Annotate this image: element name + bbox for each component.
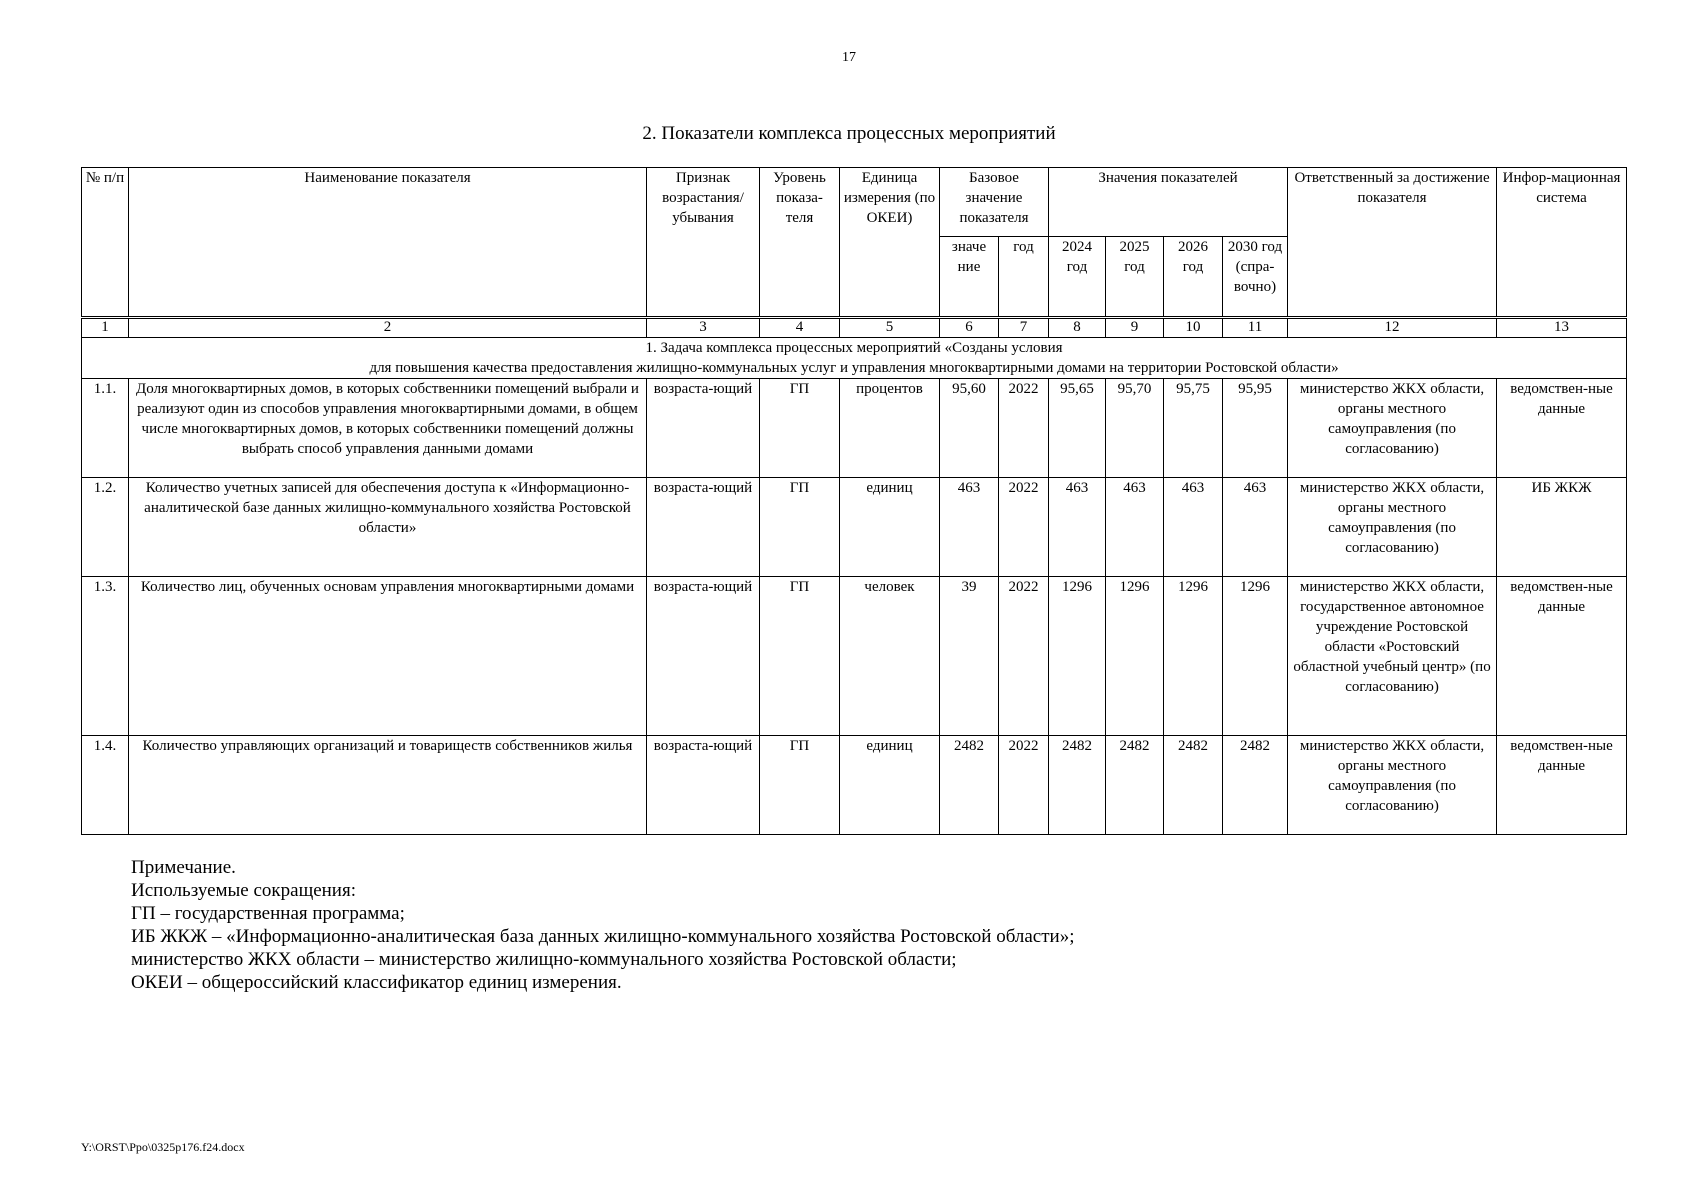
row-trend: возраста-ющий [647,736,760,835]
row-value-2025: 1296 [1106,577,1164,736]
row-value-2024: 2482 [1049,736,1106,835]
header-level: Уровень показа-теля [760,168,840,318]
row-level: ГП [760,736,840,835]
table-row [82,736,1627,835]
row-unit: процентов [840,379,940,478]
row-value-2024: 463 [1049,478,1106,577]
header-2024: 2024 год [1049,237,1106,318]
row-level: ГП [760,379,840,478]
row-unit: единиц [840,478,940,577]
header-2026: 2026 год [1164,237,1223,318]
table-row [82,478,1627,577]
row-value-2025: 95,70 [1106,379,1164,478]
row-base-year: 2022 [999,577,1049,736]
column-number: 12 [1288,318,1497,338]
row-no: 1.1. [82,379,129,478]
row-no: 1.3. [82,577,129,736]
row-value-2026: 95,75 [1164,379,1223,478]
section-title: 2. Показатели комплекса процессных мероприятий [642,123,1056,144]
row-value-2024: 1296 [1049,577,1106,736]
task-row [82,338,1627,379]
table-row [82,379,1627,478]
row-value-2024: 95,65 [1049,379,1106,478]
footer-file-path: Y:\ORST\Ppo\0325p176.f24.docx [81,1140,245,1154]
column-number: 1 [82,318,129,338]
column-number: 9 [1106,318,1164,338]
row-level: ГП [760,577,840,736]
header-base-value: значе ние [940,237,999,318]
row-info-system: ведомствен-ные данные [1497,379,1627,478]
row-name: Количество учетных записей для обеспечения доступа к «Информационно-аналитической базе данных жилищно-коммунального хозяйства Ростовской области» [129,478,647,577]
task-title-line2: для повышения качества предоставления жилищно-коммунальных услуг и управления многоквартирными домами на территории Ростовской области» [369,360,1339,376]
row-responsible: министерство ЖКХ области, органы местного самоуправления (по согласованию) [1288,379,1497,478]
header-responsible: Ответственный за достижение показателя [1288,168,1497,318]
task-title-line1: 1. Задача комплекса процессных мероприятий «Созданы условия [645,340,1063,356]
header-unit: Единица измерения (по ОКЕИ) [840,168,940,318]
column-number-row [82,318,1627,338]
row-no: 1.4. [82,736,129,835]
note-heading: Примечание. [131,857,236,878]
row-value-2026: 463 [1164,478,1223,577]
row-no: 1.2. [82,478,129,577]
row-value-2030: 1296 [1223,577,1288,736]
header-base-year: год [999,237,1049,318]
note-line: ОКЕИ – общероссийский классификатор единиц измерения. [131,972,622,993]
row-info-system: ИБ ЖКЖ [1497,478,1627,577]
row-info-system: ведомствен-ные данные [1497,736,1627,835]
row-name: Количество управляющих организаций и товариществ собственников жилья [129,736,647,835]
header-base: Базовое значение показателя [940,168,1049,237]
row-name: Доля многоквартирных домов, в которых собственники помещений выбрали и реализуют один из способов управления многоквартирными домами, в общем числе многоквартирных домов, в которых собственники помещений должны выбрать способ управления данными домами [129,379,647,478]
column-number: 13 [1497,318,1627,338]
row-value-2030: 95,95 [1223,379,1288,478]
column-number: 5 [840,318,940,338]
header-2030: 2030 год (спра-вочно) [1223,237,1288,318]
notes-block [131,856,1075,994]
task-title [82,338,1627,379]
row-value-2025: 463 [1106,478,1164,577]
column-number: 3 [647,318,760,338]
column-number: 7 [999,318,1049,338]
header-name: Наименование показателя [129,168,647,318]
column-number: 10 [1164,318,1223,338]
row-trend: возраста-ющий [647,379,760,478]
row-value-2025: 2482 [1106,736,1164,835]
table-row [82,577,1627,736]
page-number: 17 [842,50,856,65]
row-level: ГП [760,478,840,577]
row-info-system: ведомствен-ные данные [1497,577,1627,736]
column-number: 6 [940,318,999,338]
header-values: Значения показателей [1049,168,1288,237]
row-responsible: министерство ЖКХ области, государственное автономное учреждение Ростовской области «Ростовский областной учебный центр» (по согласованию) [1288,577,1497,736]
row-value-2026: 2482 [1164,736,1223,835]
column-number: 11 [1223,318,1288,338]
note-line: ИБ ЖКЖ – «Информационно-аналитическая база данных жилищно-коммунального хозяйства Ростовской области»; [131,926,1075,947]
header-trend: Признак возрастания/ убывания [647,168,760,318]
row-value-2026: 1296 [1164,577,1223,736]
row-trend: возраста-ющий [647,478,760,577]
row-responsible: министерство ЖКХ области, органы местного самоуправления (по согласованию) [1288,736,1497,835]
row-responsible: министерство ЖКХ области, органы местного самоуправления (по согласованию) [1288,478,1497,577]
row-base-year: 2022 [999,478,1049,577]
column-number: 4 [760,318,840,338]
column-number: 2 [129,318,647,338]
row-base-value: 463 [940,478,999,577]
header-no: № п/п [82,168,129,318]
row-value-2030: 2482 [1223,736,1288,835]
column-number: 8 [1049,318,1106,338]
row-trend: возраста-ющий [647,577,760,736]
row-unit: единиц [840,736,940,835]
header-info-system: Инфор-мационная система [1497,168,1627,318]
row-name: Количество лиц, обученных основам управления многоквартирными домами [129,577,647,736]
note-line: ГП – государственная программа; [131,903,405,924]
row-base-value: 39 [940,577,999,736]
note-line: Используемые сокращения: [131,880,356,901]
row-base-year: 2022 [999,379,1049,478]
row-base-value: 2482 [940,736,999,835]
row-base-year: 2022 [999,736,1049,835]
row-value-2030: 463 [1223,478,1288,577]
header-2025: 2025 год [1106,237,1164,318]
note-line: министерство ЖКХ области – министерство жилищно-коммунального хозяйства Ростовской области; [131,949,957,970]
row-base-value: 95,60 [940,379,999,478]
row-unit: человек [840,577,940,736]
indicators-table [81,167,1627,835]
